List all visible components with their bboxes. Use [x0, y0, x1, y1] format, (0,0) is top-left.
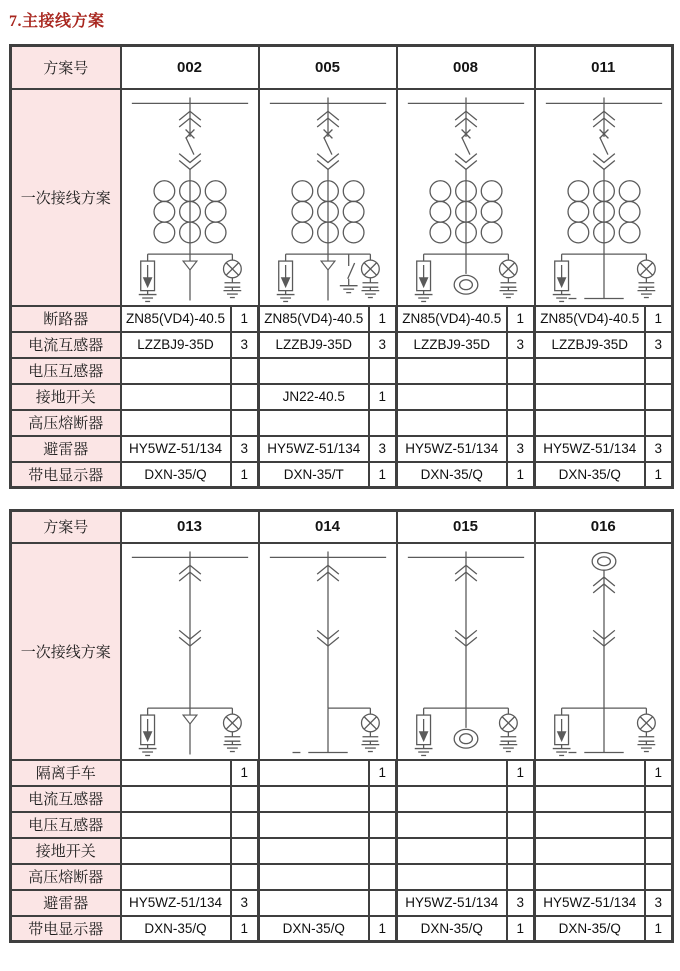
component-type — [397, 812, 507, 838]
component-type — [397, 384, 507, 410]
component-row — [11, 864, 673, 890]
component-label: 带电显示器 — [11, 462, 121, 488]
component-type: HY5WZ-51/134 — [397, 890, 507, 916]
wiring-diagram-002 — [122, 91, 258, 304]
component-label: 高压熔断器 — [11, 410, 121, 436]
scheme-number-header-label: 方案号 — [11, 46, 121, 89]
scheme-number: 008 — [397, 46, 535, 89]
component-label: 避雷器 — [11, 436, 121, 462]
component-row — [11, 410, 673, 436]
component-type — [121, 812, 231, 838]
component-qty — [645, 812, 673, 838]
component-type — [121, 786, 231, 812]
component-qty — [645, 410, 673, 436]
component-type: ZN85(VD4)-40.5 — [535, 306, 645, 332]
wiring-diagram-013 — [122, 545, 258, 758]
component-qty — [507, 358, 535, 384]
component-qty — [645, 838, 673, 864]
component-type — [535, 812, 645, 838]
component-type: DXN-35/Q — [121, 462, 231, 488]
component-qty — [507, 864, 535, 890]
component-row — [11, 812, 673, 838]
component-qty: 3 — [231, 436, 259, 462]
component-qty — [645, 358, 673, 384]
component-qty — [369, 786, 397, 812]
wiring-diagram-cell — [121, 543, 259, 760]
component-type: DXN-35/Q — [259, 916, 369, 942]
component-type — [535, 384, 645, 410]
component-qty — [369, 890, 397, 916]
scheme-number: 011 — [535, 46, 673, 89]
wiring-diagram-cell — [259, 543, 397, 760]
wiring-diagram-015 — [398, 545, 534, 758]
component-row — [11, 890, 673, 916]
component-qty: 1 — [645, 462, 673, 488]
component-type: ZN85(VD4)-40.5 — [397, 306, 507, 332]
component-qty: 1 — [369, 916, 397, 942]
component-type — [121, 384, 231, 410]
wiring-diagram-008 — [398, 91, 534, 304]
component-qty — [369, 864, 397, 890]
component-qty: 3 — [645, 332, 673, 358]
component-type — [259, 760, 369, 786]
component-type: JN22-40.5 — [259, 384, 369, 410]
component-qty: 1 — [369, 760, 397, 786]
component-qty: 3 — [231, 332, 259, 358]
component-qty: 1 — [507, 306, 535, 332]
wiring-diagram-014 — [260, 545, 396, 758]
component-type — [259, 358, 369, 384]
component-qty — [369, 812, 397, 838]
component-qty — [231, 410, 259, 436]
wiring-diagram-011 — [536, 91, 672, 304]
scheme-header-row — [11, 46, 673, 89]
component-label: 隔离手车 — [11, 760, 121, 786]
component-qty — [369, 358, 397, 384]
component-qty — [231, 864, 259, 890]
component-row — [11, 306, 673, 332]
component-qty — [507, 786, 535, 812]
component-qty — [507, 384, 535, 410]
component-type: HY5WZ-51/134 — [535, 890, 645, 916]
scheme-number: 015 — [397, 511, 535, 543]
component-type: HY5WZ-51/134 — [121, 436, 231, 462]
wiring-diagram-row — [11, 89, 673, 306]
component-type: HY5WZ-51/134 — [121, 890, 231, 916]
wiring-diagram-cell — [259, 89, 397, 306]
component-qty: 1 — [645, 306, 673, 332]
scheme-number: 016 — [535, 511, 673, 543]
component-type — [397, 786, 507, 812]
component-qty — [645, 786, 673, 812]
component-qty — [369, 410, 397, 436]
wiring-diagram-005 — [260, 91, 396, 304]
component-type: DXN-35/Q — [397, 462, 507, 488]
component-type: ZN85(VD4)-40.5 — [259, 306, 369, 332]
component-label: 电流互感器 — [11, 332, 121, 358]
component-qty — [231, 838, 259, 864]
component-type — [121, 864, 231, 890]
scheme-table-013-016 — [9, 509, 674, 943]
component-qty — [231, 358, 259, 384]
component-qty — [231, 384, 259, 410]
component-row — [11, 760, 673, 786]
component-row — [11, 436, 673, 462]
component-type — [259, 838, 369, 864]
component-type — [121, 838, 231, 864]
scheme-table-002-011 — [9, 44, 674, 489]
component-type — [535, 864, 645, 890]
component-row — [11, 838, 673, 864]
component-type: DXN-35/Q — [535, 462, 645, 488]
scheme-number: 002 — [121, 46, 259, 89]
component-type — [397, 760, 507, 786]
component-row — [11, 358, 673, 384]
component-qty: 3 — [507, 332, 535, 358]
component-type — [259, 786, 369, 812]
wiring-diagram-016 — [536, 545, 672, 758]
component-row — [11, 786, 673, 812]
component-label: 断路器 — [11, 306, 121, 332]
component-label: 电压互感器 — [11, 358, 121, 384]
component-type — [397, 838, 507, 864]
component-qty — [507, 812, 535, 838]
scheme-number: 005 — [259, 46, 397, 89]
component-qty — [507, 410, 535, 436]
component-type — [535, 786, 645, 812]
wiring-diagram-cell — [397, 543, 535, 760]
component-qty: 3 — [645, 890, 673, 916]
component-qty: 1 — [507, 916, 535, 942]
scheme-number-header-label: 方案号 — [11, 511, 121, 543]
component-type: DXN-35/Q — [121, 916, 231, 942]
component-qty: 3 — [507, 436, 535, 462]
wiring-diagram-cell — [121, 89, 259, 306]
component-type — [535, 410, 645, 436]
component-label: 电压互感器 — [11, 812, 121, 838]
component-row — [11, 384, 673, 410]
component-qty: 3 — [369, 436, 397, 462]
component-type — [121, 410, 231, 436]
component-qty: 3 — [507, 890, 535, 916]
component-qty: 1 — [231, 760, 259, 786]
component-label: 接地开关 — [11, 838, 121, 864]
component-qty: 3 — [231, 890, 259, 916]
component-type — [121, 358, 231, 384]
component-type — [259, 812, 369, 838]
component-type: LZZBJ9-35D — [397, 332, 507, 358]
wiring-diagram-cell — [535, 543, 673, 760]
scheme-header-row — [11, 511, 673, 543]
component-type: HY5WZ-51/134 — [397, 436, 507, 462]
component-qty: 1 — [369, 462, 397, 488]
component-type: LZZBJ9-35D — [259, 332, 369, 358]
component-qty — [369, 838, 397, 864]
component-qty: 1 — [507, 760, 535, 786]
component-type — [397, 358, 507, 384]
component-type: LZZBJ9-35D — [121, 332, 231, 358]
component-label: 高压熔断器 — [11, 864, 121, 890]
component-type — [121, 760, 231, 786]
component-type — [535, 358, 645, 384]
component-qty — [507, 838, 535, 864]
component-type: HY5WZ-51/134 — [535, 436, 645, 462]
component-label: 电流互感器 — [11, 786, 121, 812]
component-type — [535, 760, 645, 786]
component-type: HY5WZ-51/134 — [259, 436, 369, 462]
wiring-diagram-cell — [397, 89, 535, 306]
scheme-number: 013 — [121, 511, 259, 543]
component-qty — [645, 384, 673, 410]
component-type — [535, 838, 645, 864]
component-type: DXN-35/Q — [397, 916, 507, 942]
component-label: 避雷器 — [11, 890, 121, 916]
component-qty: 1 — [645, 916, 673, 942]
component-type: ZN85(VD4)-40.5 — [121, 306, 231, 332]
component-type — [397, 864, 507, 890]
component-type — [259, 890, 369, 916]
component-qty — [231, 786, 259, 812]
component-row — [11, 462, 673, 488]
component-row — [11, 332, 673, 358]
component-qty: 1 — [231, 916, 259, 942]
component-qty: 1 — [369, 384, 397, 410]
component-label: 接地开关 — [11, 384, 121, 410]
component-type — [397, 410, 507, 436]
component-type: DXN-35/Q — [535, 916, 645, 942]
component-qty — [645, 864, 673, 890]
primary-wiring-label: 一次接线方案 — [11, 89, 121, 306]
component-type — [259, 864, 369, 890]
component-type: LZZBJ9-35D — [535, 332, 645, 358]
wiring-diagram-row — [11, 543, 673, 760]
component-qty: 1 — [369, 306, 397, 332]
component-qty — [231, 812, 259, 838]
component-qty: 1 — [231, 462, 259, 488]
component-qty: 3 — [369, 332, 397, 358]
wiring-diagram-cell — [535, 89, 673, 306]
page-title: 7.主接线方案 — [9, 13, 105, 30]
primary-wiring-label: 一次接线方案 — [11, 543, 121, 760]
component-qty: 3 — [645, 436, 673, 462]
component-type: DXN-35/T — [259, 462, 369, 488]
component-label: 带电显示器 — [11, 916, 121, 942]
scheme-number: 014 — [259, 511, 397, 543]
component-qty: 1 — [507, 462, 535, 488]
component-qty: 1 — [231, 306, 259, 332]
component-row — [11, 916, 673, 942]
component-type — [259, 410, 369, 436]
component-qty: 1 — [645, 760, 673, 786]
